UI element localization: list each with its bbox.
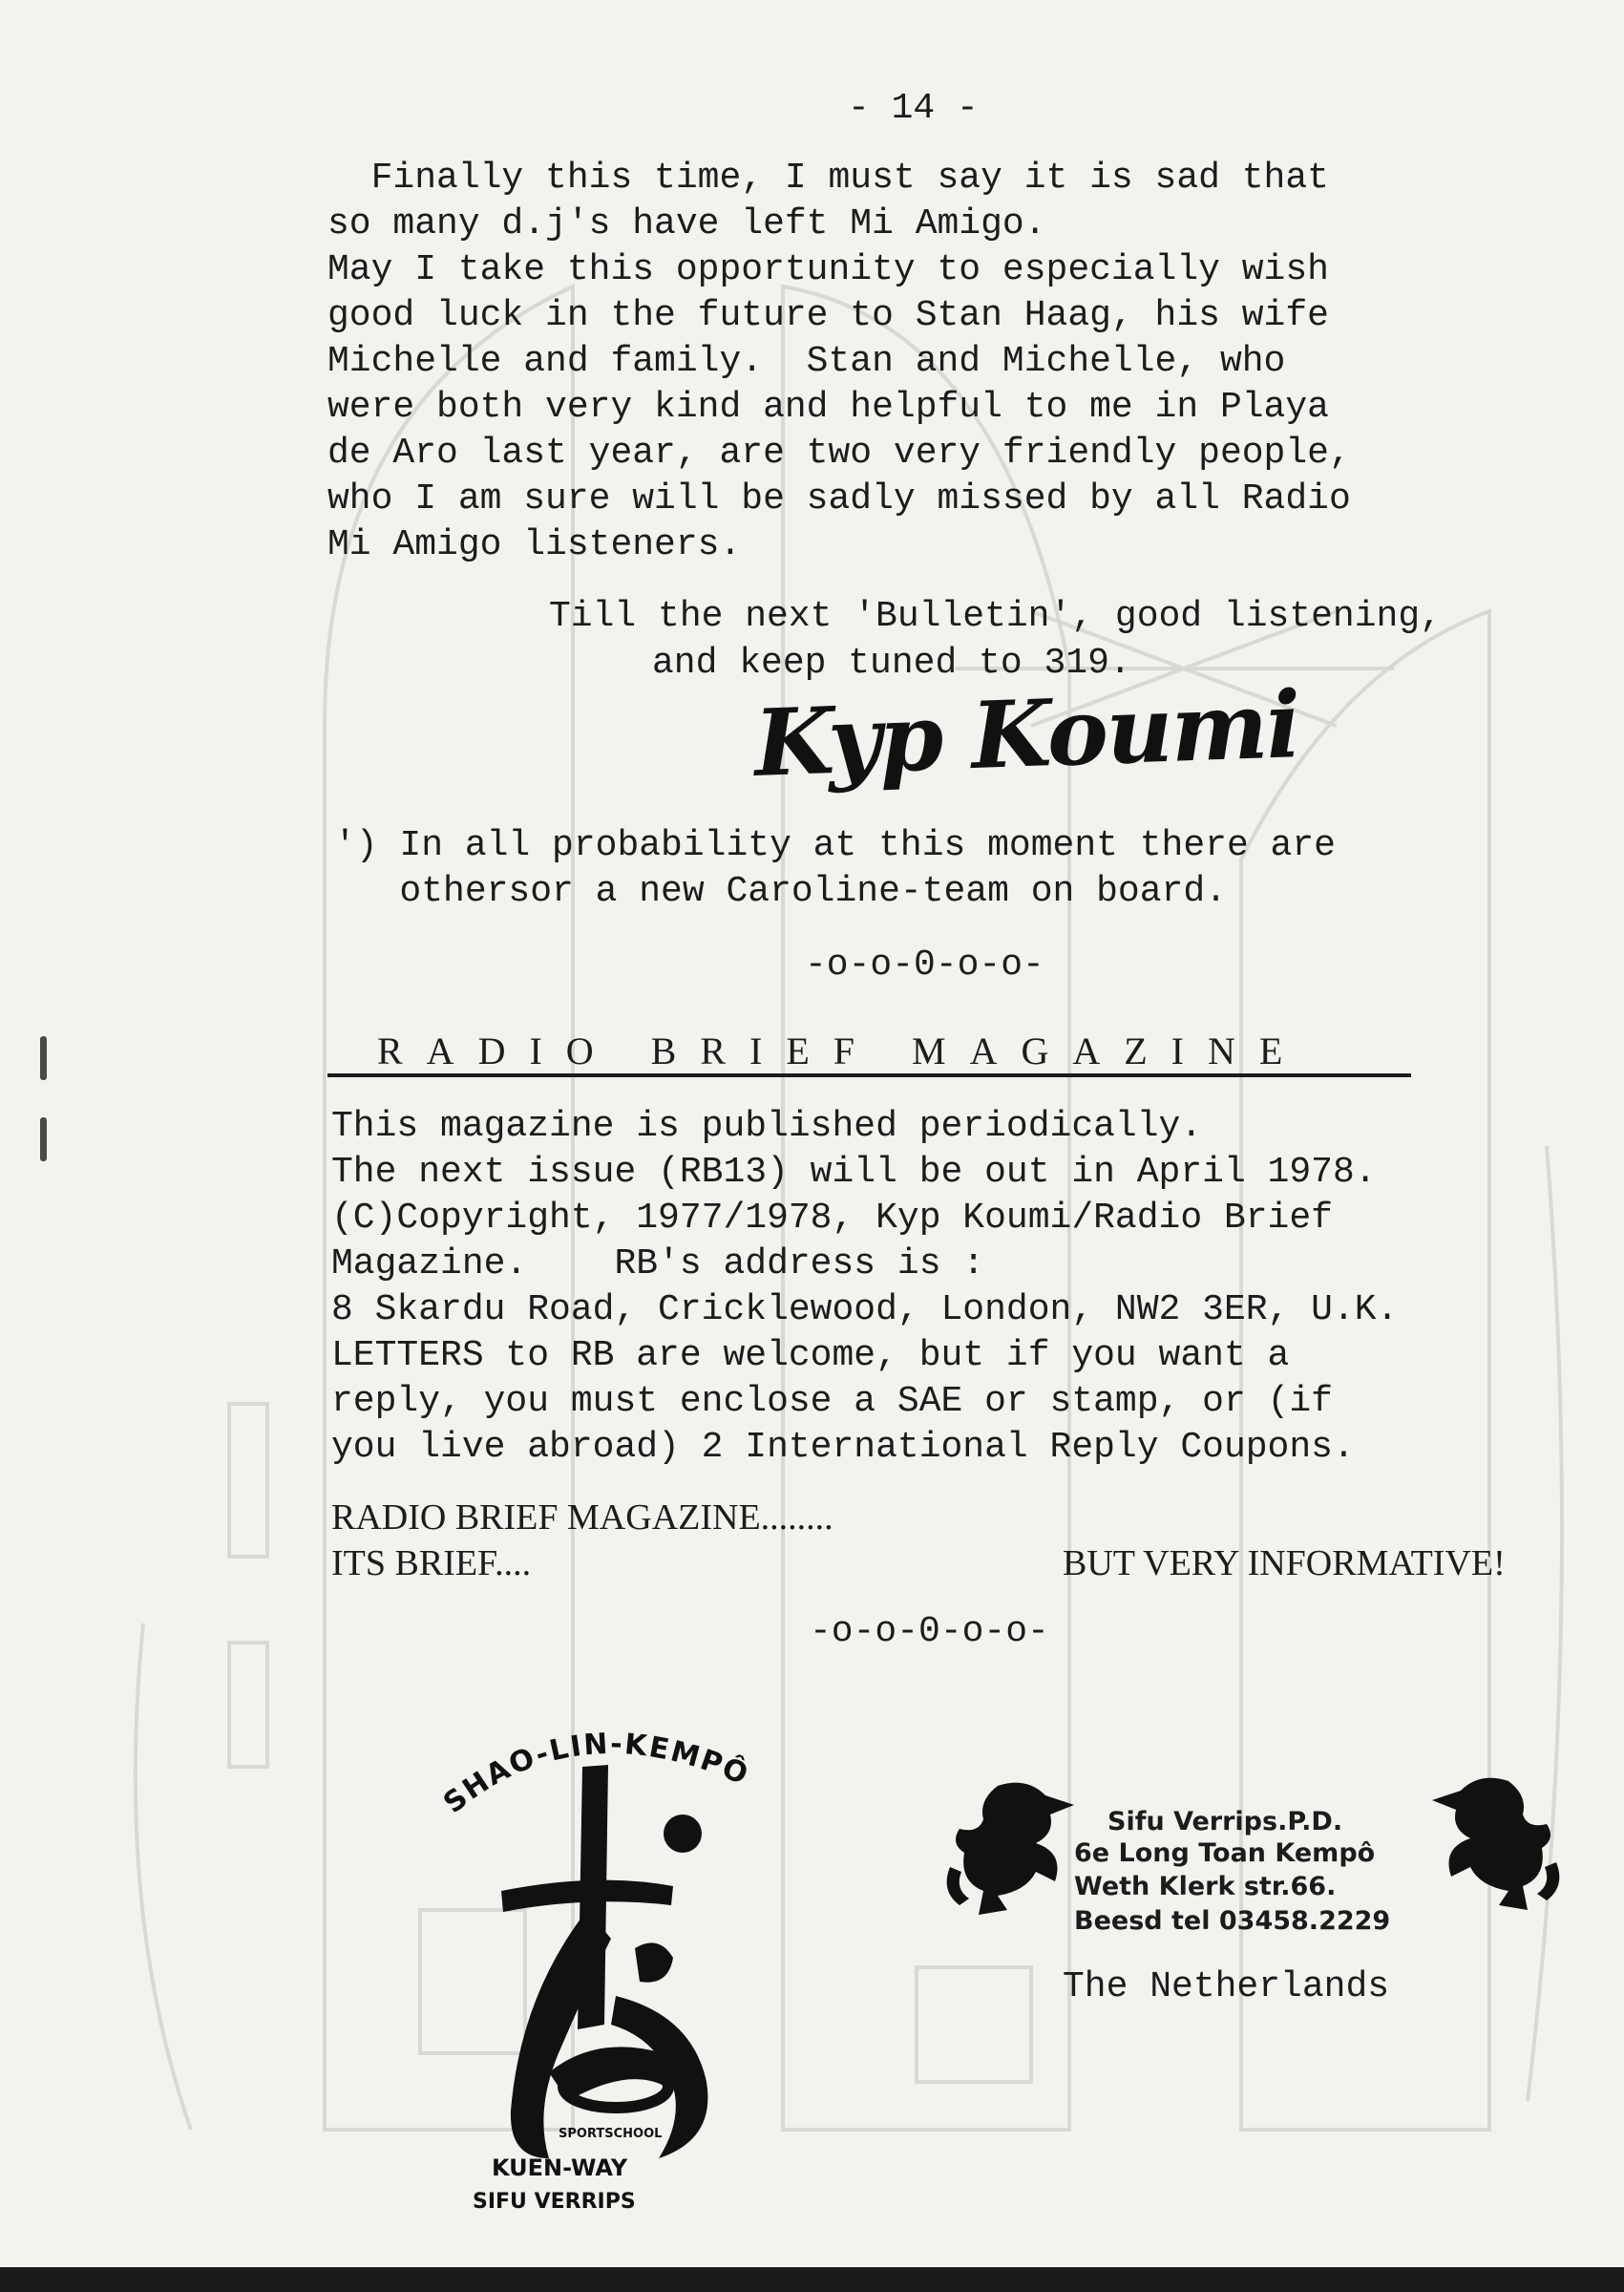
- letter-line: so many d.j's have left Mi Amigo.: [327, 203, 1046, 244]
- closing-line: Till the next 'Bulletin', good listening,: [549, 596, 1442, 637]
- letter-line: May I take this opportunity to especially wish: [327, 249, 1329, 290]
- signature: Kyp Koumi: [752, 670, 1301, 797]
- rb-line: reply, you must enclose a SAE or stamp, or (if: [331, 1381, 1333, 1422]
- rb-line: The next issue (RB13) will be out in April 1978.: [331, 1152, 1377, 1193]
- logo-school-text: SPORTSCHOOL: [559, 2127, 663, 2141]
- dragon-right-icon: [1423, 1772, 1566, 1915]
- ad-line: Weth Klerk str.66.: [1074, 1872, 1337, 1901]
- slogan-line: RADIO BRIEF MAGAZINE........: [331, 1497, 833, 1538]
- letter-line: were both very kind and helpful to me in Playa: [327, 387, 1329, 428]
- slogan-right: BUT VERY INFORMATIVE!: [1063, 1543, 1506, 1583]
- section-heading: RADIO BRIEF MAGAZINE: [377, 1029, 1307, 1072]
- logo-arc-text: HAO-LIN-KEMPÔ: [456, 1727, 754, 1807]
- kempo-logo-emblem: [444, 1709, 788, 2225]
- letter-line: Michelle and family. Stan and Michelle, who: [327, 341, 1286, 382]
- staple-bottom: [40, 1117, 47, 1161]
- rb-line: Magazine. RB's address is :: [331, 1243, 985, 1284]
- letter-line: Mi Amigo listeners.: [327, 524, 742, 565]
- heading-underline: [327, 1073, 1411, 1077]
- ad-line: 6e Long Toan Kempô: [1074, 1838, 1376, 1868]
- ad-line: Sifu Verrips.P.D.: [1107, 1807, 1343, 1836]
- letter-line: Finally this time, I must say it is sad that: [327, 158, 1329, 199]
- separator: -o-o-0-o-o-: [810, 1611, 1049, 1652]
- footnote-line: othersor a new Caroline-team on board.: [334, 871, 1227, 912]
- scan-bottom-edge: [0, 2267, 1624, 2292]
- letter-line: good luck in the future to Stan Haag, his wife: [327, 295, 1329, 336]
- rb-line: This magazine is published periodically.: [331, 1106, 1203, 1147]
- closing-line: and keep tuned to 319.: [652, 643, 1131, 684]
- rb-line: 8 Skardu Road, Cricklewood, London, NW2 3ER, U.K.: [331, 1289, 1399, 1330]
- kempo-logo: [444, 1709, 788, 2225]
- slogan-left: ITS BRIEF....: [331, 1543, 532, 1583]
- rb-line: (C)Copyright, 1977/1978, Kyp Koumi/Radio Brief: [331, 1198, 1333, 1239]
- staple-top: [40, 1036, 47, 1080]
- page-number: - 14 -: [848, 88, 979, 129]
- footnote-line: ') In all probability at this moment there are: [334, 825, 1336, 866]
- letter-line: who I am sure will be sadly missed by all Radio: [327, 478, 1351, 520]
- ad-country: The Netherlands: [1063, 1966, 1390, 2007]
- ad-line: Beesd tel 03458.2229: [1074, 1906, 1391, 1936]
- rb-line: LETTERS to RB are welcome, but if you want a: [331, 1335, 1290, 1376]
- logo-teacher-text: SIFU VERRIPS: [473, 2190, 636, 2214]
- separator: -o-o-0-o-o-: [805, 944, 1044, 986]
- rb-line: you live abroad) 2 International Reply Coupons.: [331, 1427, 1355, 1468]
- dragon-left-icon: [940, 1776, 1084, 1920]
- letter-line: de Aro last year, are two very friendly people,: [327, 433, 1351, 474]
- logo-name-text: KUEN-WAY: [492, 2154, 628, 2181]
